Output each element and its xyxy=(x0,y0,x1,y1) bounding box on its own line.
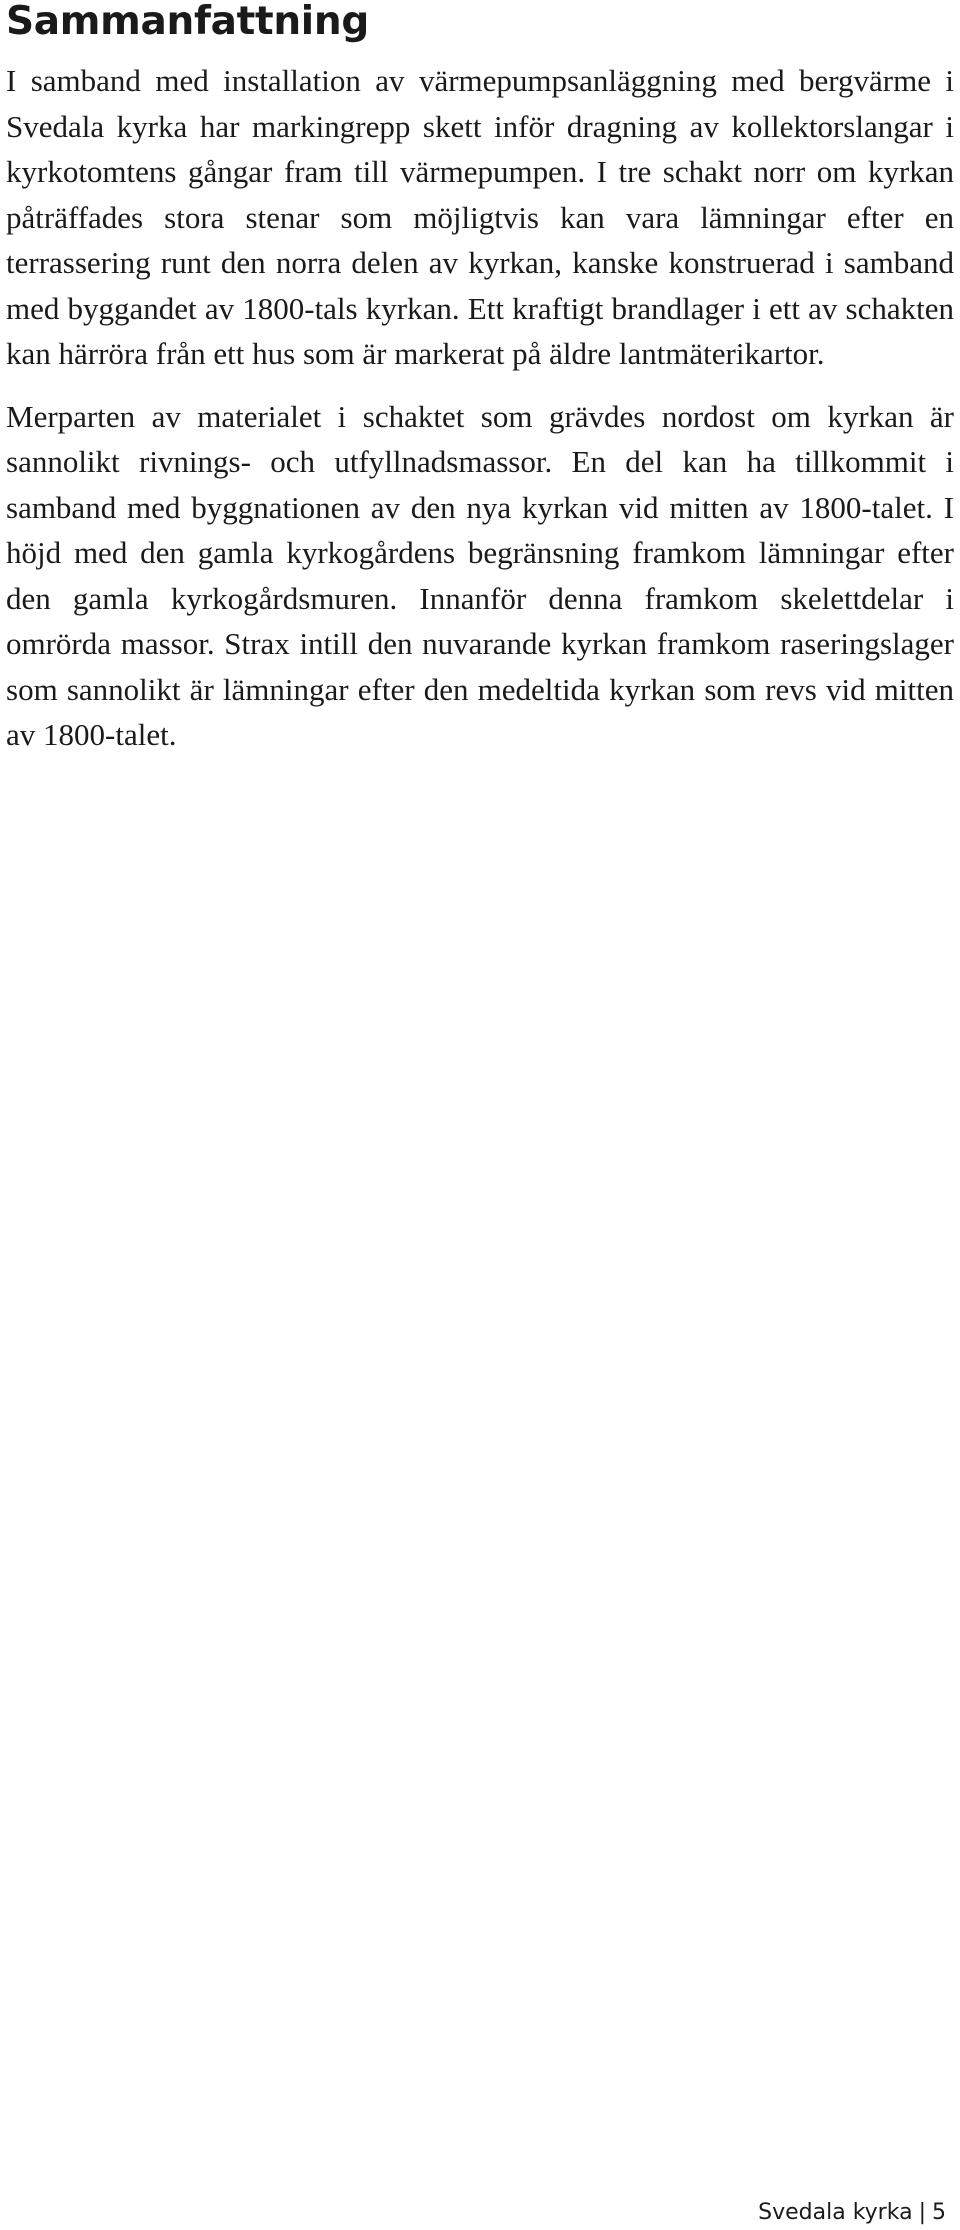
summary-paragraph-1: I samband med installation av värmepumpsanläggning med bergvärme i Svedala kyrka har markingrepp skett inför dragning av kollektorslangar i kyrkotomtens gångar fram till värmepumpen. I tre schakt norr om kyrkan påträffades stora stenar som möjligtvis kan vara lämningar efter en terrassering runt den norra delen av kyrkan, kanske konstruerad i samband med byggandet av 1800-tals kyrkan. Ett kraftigt brandlager i ett av schakten kan härröra från ett hus som är markerat på äldre lantmäterikartor. xyxy=(6,63,954,371)
page-footer xyxy=(758,2200,946,2226)
section-heading: Sammanfattning xyxy=(6,0,369,44)
footer-separator: | xyxy=(918,2200,926,2225)
footer-title: Svedala kyrka xyxy=(758,2200,913,2225)
document-page xyxy=(6,0,954,758)
page-number: 5 xyxy=(932,2200,946,2225)
summary-paragraph-2: Merparten av materialet i schaktet som grävdes nordost om kyrkan är sannolikt rivnings- och utfyllnadsmassor. En del kan ha tillkommit i samband med byggnationen av den nya kyrkan vid mitten av 1800-talet. I höjd med den gamla kyrkogårdens begränsning framkom lämningar efter den gamla kyrkogårdsmuren. Innanför denna framkom skelettdelar i omrörda massor. Strax intill den nuvarande kyrkan framkom raseringslager som sannolikt är lämningar efter den medeltida kyrkan som revs vid mitten av 1800-talet. xyxy=(6,398,954,752)
